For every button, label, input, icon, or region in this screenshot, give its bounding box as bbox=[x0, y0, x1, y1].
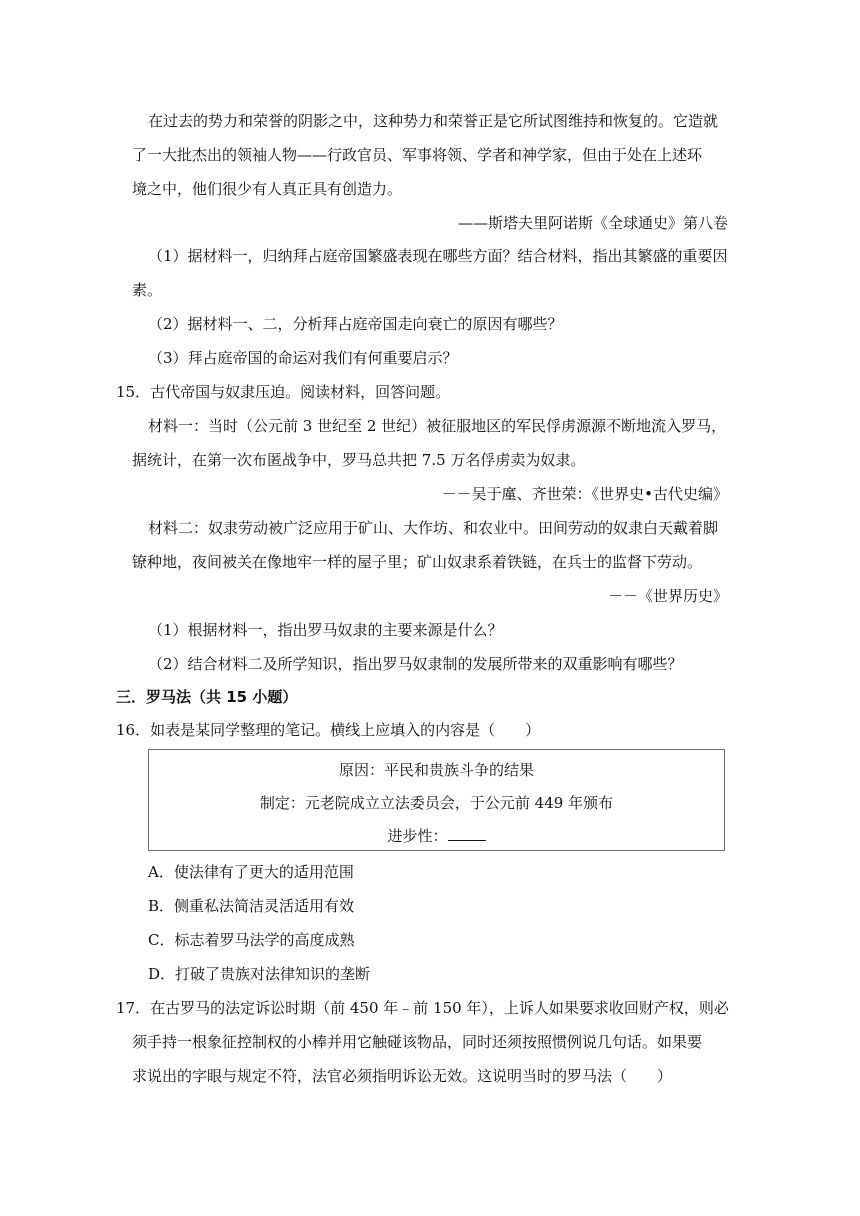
material-source: －－吴于廑、齐世荣：《世界史•古代史编》 bbox=[441, 485, 728, 503]
note-line: 原因：平民和贵族斗争的结果 bbox=[338, 761, 534, 779]
material-line: 镣种地，夜间被关在像地牢一样的屋子里；矿山奴隶系着铁链，在兵士的监督下劳动。 bbox=[132, 553, 703, 571]
question-line: 求说出的字眼与规定不符，法官必须指明诉讼无效。这说明当时的罗马法（ ） bbox=[132, 1067, 673, 1085]
question-line: （1）据材料一，归纳拜占庭帝国繁盛表现在哪些方面？结合材料，指出其繁盛的重要因 bbox=[148, 247, 728, 265]
material-line: 材料二：奴隶劳动被广泛应用于矿山、大作坊、和农业中。田间劳动的奴隶白天戴着脚 bbox=[148, 519, 719, 537]
note-table bbox=[148, 749, 725, 851]
question-line: 素。 bbox=[132, 281, 163, 299]
question-line: 须手持一根象征控制权的小棒并用它触碰该物品，同时还须按照惯例说几句话。如果要 bbox=[132, 1033, 703, 1051]
answer-blank bbox=[448, 826, 486, 841]
passage-source: ——斯塔夫里阿诺斯《全球通史》第八卷 bbox=[457, 214, 728, 232]
question-line: （1）根据材料一，指出罗马奴隶的主要来源是什么？ bbox=[148, 621, 503, 639]
material-line: 材料一：当时（公元前 3 世纪至 2 世纪）被征服地区的军民俘虏源源不断地流入罗马， bbox=[148, 417, 727, 435]
option-c: C．标志着罗马法学的高度成熟 bbox=[148, 931, 355, 949]
passage-line: 了一大批杰出的领袖人物——行政官员、军事将领、学者和神学家，但由于处在上述环 bbox=[132, 146, 703, 164]
option-a: A．使法律有了更大的适用范围 bbox=[148, 863, 354, 881]
question-line: （2）结合材料二及所学知识，指出罗马奴隶制的发展所带来的双重影响有哪些？ bbox=[148, 655, 683, 673]
question-stem: 16．如表是某同学整理的笔记。横线上应填入的内容是（ ） bbox=[116, 721, 541, 739]
section-heading: 三．罗马法（共 15 小题） bbox=[116, 688, 298, 706]
note-line: 制定：元老院成立立法委员会，于公元前 449 年颁布 bbox=[259, 794, 614, 812]
question-stem: 15．古代帝国与奴隶压迫。阅读材料，回答问题。 bbox=[116, 383, 451, 401]
question-line: （2）据材料一、二，分析拜占庭帝国走向衰亡的原因有哪些？ bbox=[148, 315, 563, 333]
option-d: D．打破了贵族对法律知识的垄断 bbox=[148, 965, 371, 983]
material-line: 据统计，在第一次布匿战争中，罗马总共把 7.5 万名俘虏卖为奴隶。 bbox=[132, 451, 586, 469]
material-source: －－《世界历史》 bbox=[607, 587, 728, 605]
question-stem: 17．在古罗马的法定诉讼时期（前 450 年﹣前 150 年），上诉人如果要求收回财产权，则必 bbox=[116, 999, 729, 1017]
note-label: 进步性： bbox=[387, 827, 448, 845]
passage-line: 在过去的势力和荣誉的阴影之中，这种势力和荣誉正是它所试图维持和恢复的。它造就 bbox=[148, 112, 719, 130]
option-b: B．侧重私法简洁灵活适用有效 bbox=[148, 897, 355, 915]
passage-line: 境之中，他们很少有人真正具有创造力。 bbox=[132, 180, 403, 198]
question-line: （3）拜占庭帝国的命运对我们有何重要启示？ bbox=[148, 349, 458, 367]
note-line-blank bbox=[149, 826, 724, 846]
